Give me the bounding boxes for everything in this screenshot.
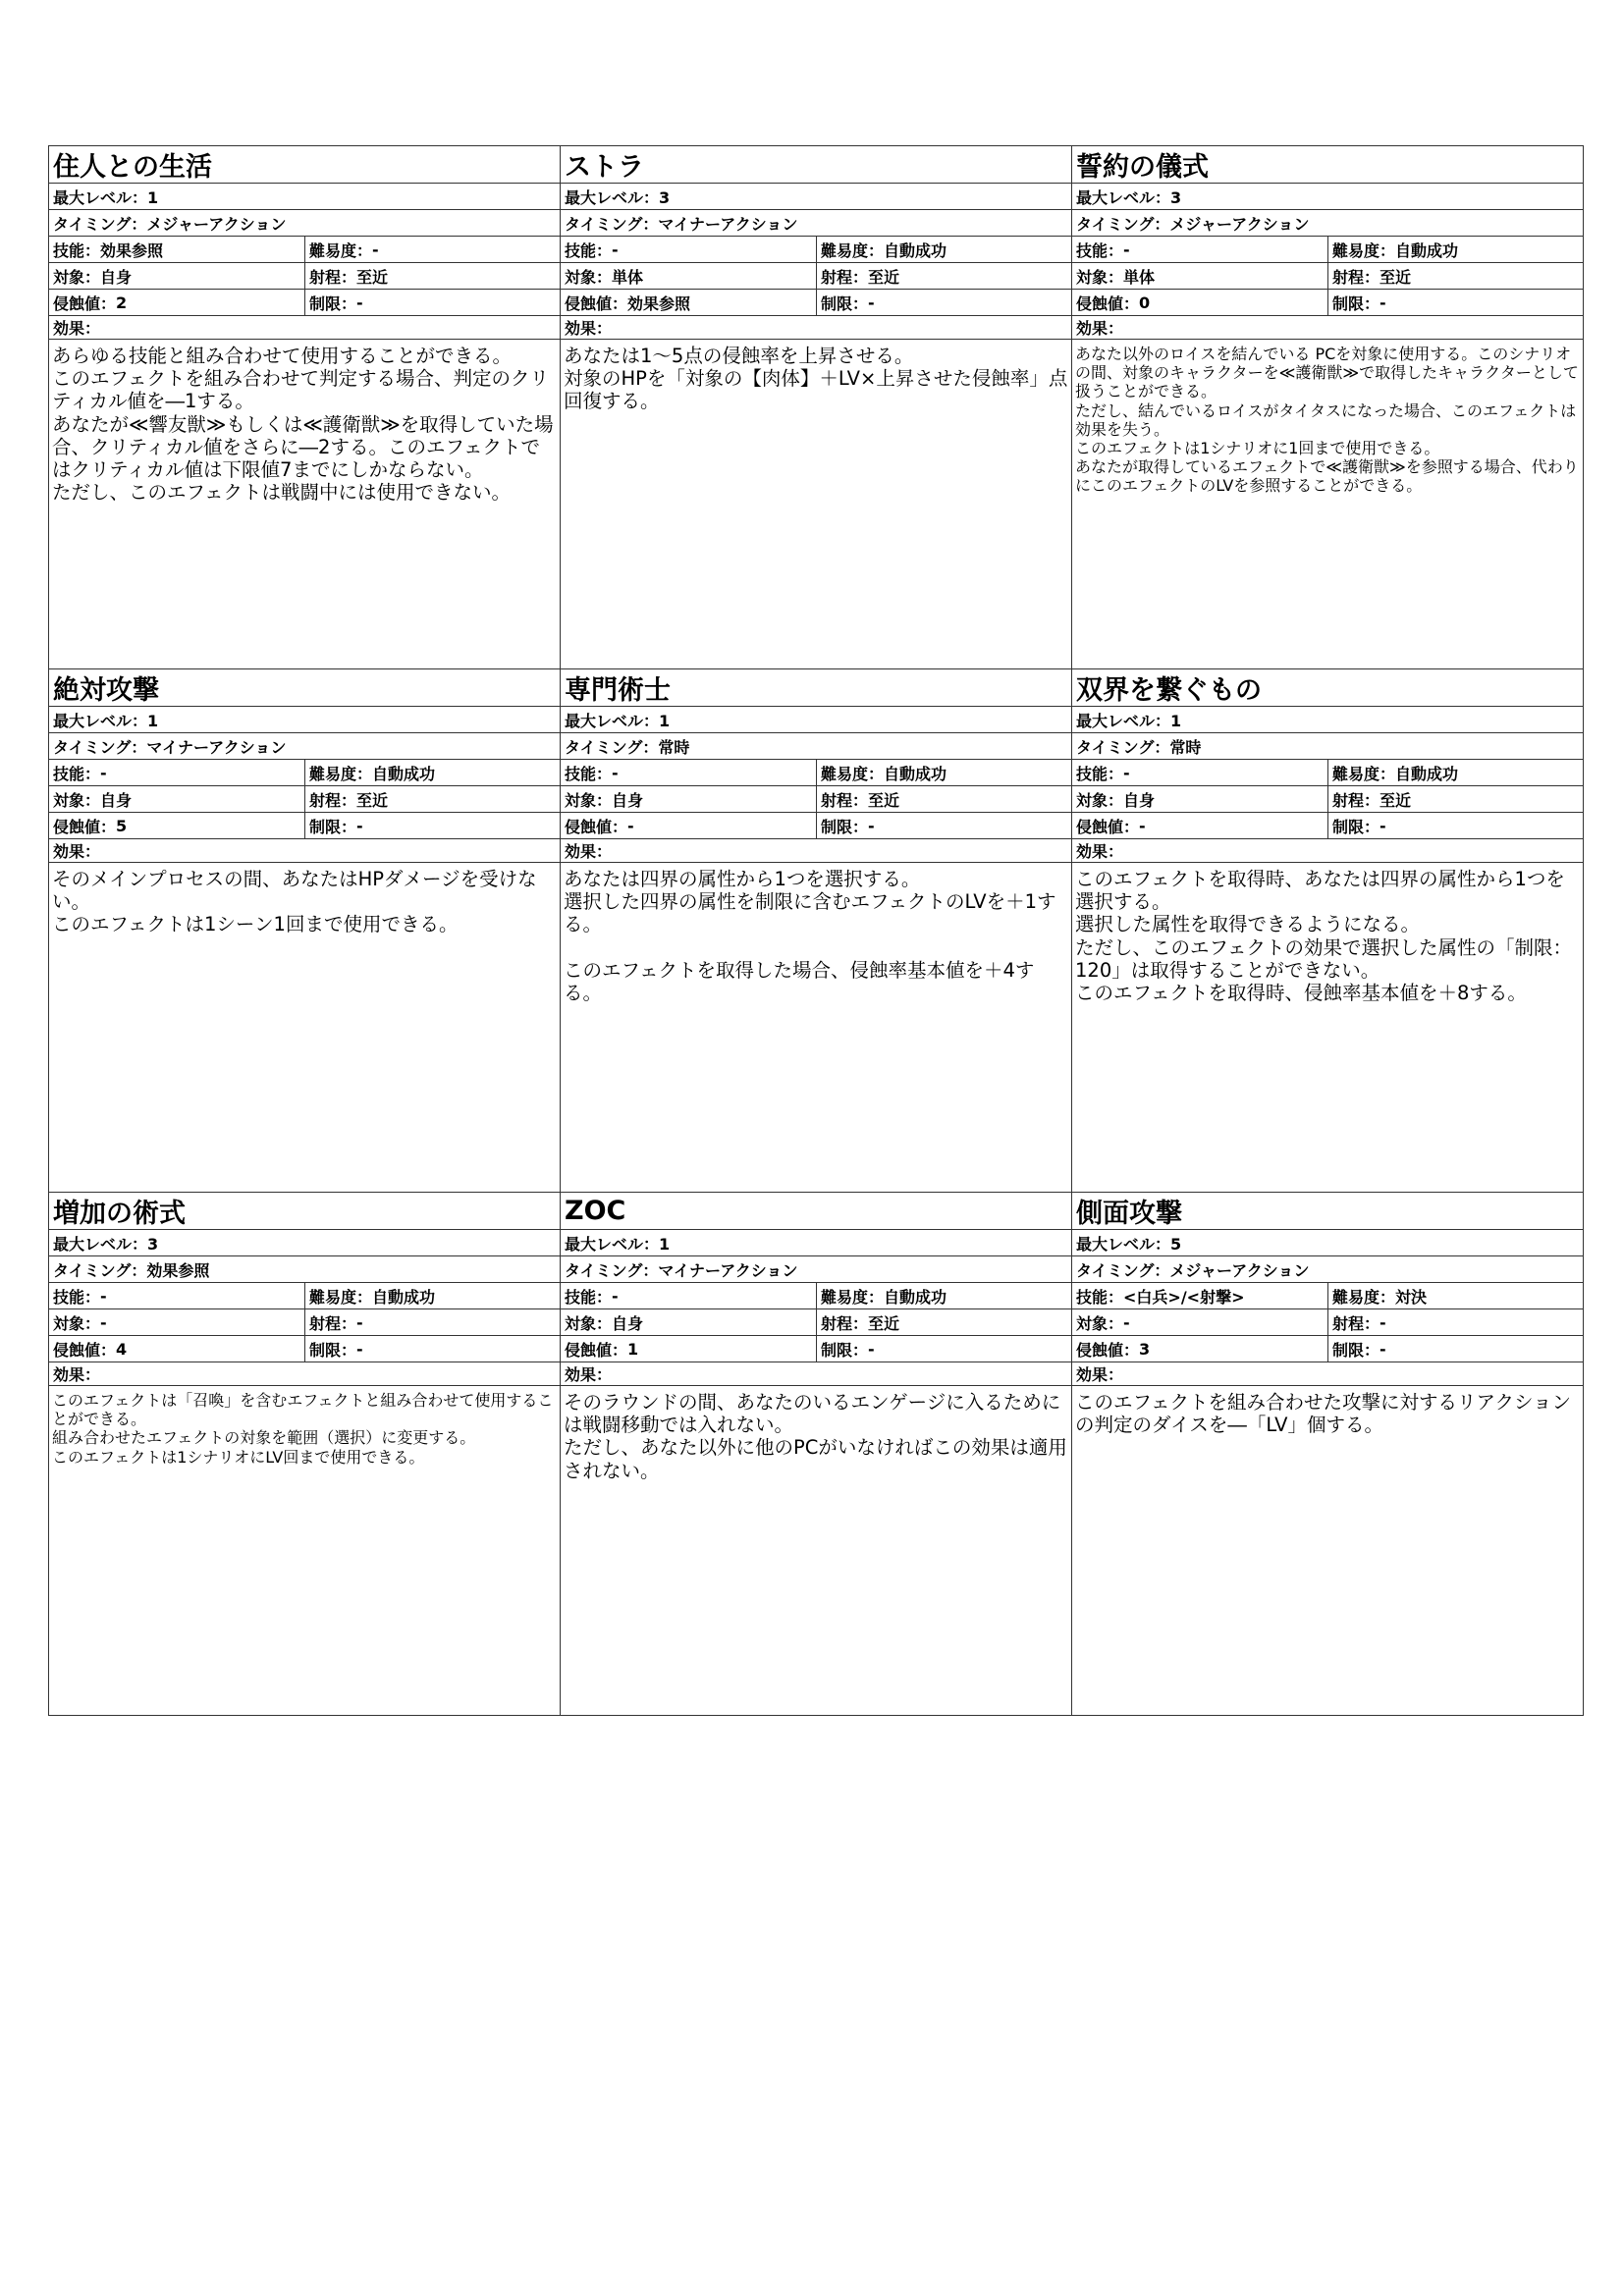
timing-value: 常時 <box>658 737 690 757</box>
effect-card <box>1072 669 1584 1193</box>
effect-header <box>561 839 1071 863</box>
timing-label: タイミング： <box>565 737 659 757</box>
effect-header <box>1072 839 1583 863</box>
effect-header <box>1072 316 1583 340</box>
target-label: 対象： <box>1076 790 1124 810</box>
erosion-limit-row <box>1072 813 1583 839</box>
max-level-value: 3 <box>659 187 671 207</box>
max-level-value: 3 <box>147 1234 159 1254</box>
target-range-row <box>49 786 560 813</box>
effect-name: 増加の術式 <box>53 1199 186 1229</box>
range-label: 射程： <box>309 790 357 810</box>
erosion-value: 3 <box>1139 1339 1151 1359</box>
timing-row <box>49 733 560 760</box>
max-level-value: 1 <box>659 711 671 730</box>
erosion-label: 侵蝕値： <box>565 817 628 836</box>
limit-label: 制限： <box>821 294 869 313</box>
effect-header <box>49 316 560 340</box>
card-title <box>49 1193 560 1230</box>
effect-card <box>561 146 1072 669</box>
erosion-value: 0 <box>1139 293 1151 312</box>
effect-label: 効果： <box>1076 842 1124 861</box>
difficulty-label: 難易度： <box>821 1287 885 1307</box>
skill-difficulty-row <box>49 1283 560 1309</box>
difficulty-label: 難易度： <box>1332 1287 1396 1307</box>
card-title <box>1072 1193 1583 1230</box>
effect-name: 専門術士 <box>565 675 671 706</box>
max-level-row <box>49 707 560 733</box>
range-value: 至近 <box>1380 790 1412 810</box>
max-level-value: 1 <box>1170 711 1182 730</box>
difficulty-label: 難易度： <box>821 240 885 260</box>
skill-label: 技能： <box>1076 1287 1124 1307</box>
difficulty-value: 自動成功 <box>884 1287 947 1307</box>
max-level-value: 5 <box>1170 1234 1182 1254</box>
range-label: 射程： <box>309 1313 357 1333</box>
timing-value: メジャーアクション <box>146 214 287 234</box>
skill-label: 技能： <box>53 764 101 783</box>
effect-name: 住人との生活 <box>53 152 212 183</box>
erosion-limit-row <box>1072 290 1583 316</box>
effect-text: このエフェクトを組み合わせた攻撃に対するリアクションの判定のダイスを―「LV」個する。 <box>1075 1391 1572 1437</box>
timing-label: タイミング： <box>53 1260 147 1280</box>
effect-name: 側面攻撃 <box>1076 1199 1182 1229</box>
difficulty-value: 対決 <box>1395 1287 1428 1307</box>
effect-card <box>561 1193 1072 1716</box>
skill-label: 技能： <box>53 240 101 260</box>
skill-value: - <box>1123 763 1130 782</box>
erosion-limit-row <box>49 813 560 839</box>
card-title <box>561 1193 1071 1230</box>
skill-label: 技能： <box>565 1287 613 1307</box>
limit-value: - <box>868 1339 875 1359</box>
effect-text: あらゆる技能と組み合わせて使用することができる。 このエフェクトを組み合わせて判定する場合、判定のクリティカル値を―1する。 あなたが≪響友獣≫もしくは≪護衛獣≫を取得していた場合、クリティカル値をさらに―2する。このエフェクトではクリティカル値は下限値7までにしかならない。 ただし、このエフェクトは戦闘中には使用できない。 <box>52 345 554 505</box>
timing-value: メジャーアクション <box>1169 1260 1310 1280</box>
effect-name: ストラ <box>565 152 644 183</box>
skill-difficulty-row <box>49 760 560 786</box>
max-level-label: 最大レベル： <box>565 711 660 730</box>
range-value: 至近 <box>1380 267 1412 287</box>
effect-label: 効果： <box>565 319 613 338</box>
range-value: 至近 <box>868 790 900 810</box>
max-level-label: 最大レベル： <box>53 711 148 730</box>
difficulty-value: 自動成功 <box>1395 764 1459 783</box>
target-value: 単体 <box>612 267 644 287</box>
limit-label: 制限： <box>821 1340 869 1360</box>
skill-label: 技能： <box>1076 240 1124 260</box>
card-title <box>49 669 560 707</box>
limit-value: - <box>868 293 875 312</box>
effect-header <box>561 316 1071 340</box>
effect-text: そのラウンドの間、あなたのいるエンゲージに入るためには戦闘移動では入れない。 ただし、あなた以外に他のPCがいなければこの効果は適用されない。 <box>564 1391 1067 1482</box>
difficulty-label: 難易度： <box>821 764 885 783</box>
effect-card <box>49 669 561 1193</box>
timing-label: タイミング： <box>1076 1260 1170 1280</box>
max-level-label: 最大レベル： <box>53 187 148 207</box>
target-value: 自身 <box>100 267 133 287</box>
card-title <box>561 669 1071 707</box>
target-label: 対象： <box>565 790 613 810</box>
max-level-row <box>49 184 560 210</box>
range-label: 射程： <box>1332 1313 1380 1333</box>
timing-row <box>561 210 1071 237</box>
erosion-label: 侵蝕値： <box>565 294 628 313</box>
difficulty-label: 難易度： <box>309 1287 373 1307</box>
skill-difficulty-row <box>49 237 560 263</box>
target-label: 対象： <box>53 790 101 810</box>
limit-value: - <box>356 816 363 835</box>
target-range-row <box>1072 786 1583 813</box>
erosion-label: 侵蝕値： <box>1076 294 1140 313</box>
effect-name: 絶対攻撃 <box>53 675 159 706</box>
erosion-value: 5 <box>116 816 128 835</box>
skill-label: 技能： <box>53 1287 101 1307</box>
target-range-row <box>561 786 1071 813</box>
effect-text: あなた以外のロイスを結んでいる PCを対象に使用する。このシナリオの間、対象のキャラクターを≪護衛獣≫で取得したキャラクターとして扱うことができる。 ただし、結んでいるロイスがタイタスになった場合、このエフェクトは効果を失う。 このエフェクトは1シナリオに1回まで使用できる。 あなたが取得しているエフェクトで≪護衛獣≫を参照する場合、代わりにこのエフェクトのLVを参照することができる。 <box>1075 345 1579 496</box>
limit-value: - <box>1380 816 1386 835</box>
effect-text: そのメインプロセスの間、あなたはHPダメージを受けない。 このエフェクトは1シーン1回まで使用できる。 <box>52 868 537 936</box>
effect-name: 誓約の儀式 <box>1076 152 1209 183</box>
skill-value: - <box>612 240 619 259</box>
erosion-value: 2 <box>116 293 128 312</box>
effect-name: 双界を繋ぐもの <box>1076 675 1262 706</box>
timing-value: マイナーアクション <box>658 1260 798 1280</box>
skill-label: 技能： <box>1076 764 1124 783</box>
target-range-row <box>1072 1309 1583 1336</box>
max-level-label: 最大レベル： <box>1076 711 1171 730</box>
erosion-limit-row <box>1072 1336 1583 1362</box>
effect-label: 効果： <box>53 842 101 861</box>
skill-difficulty-row <box>561 1283 1071 1309</box>
range-label: 射程： <box>1332 267 1380 287</box>
effect-card <box>1072 146 1584 669</box>
skill-value: - <box>1123 240 1130 259</box>
range-label: 射程： <box>821 790 869 810</box>
effect-text: このエフェクトは「召喚」を含むエフェクトと組み合わせて使用することができる。 組み合わせたエフェクトの対象を範囲（選択）に変更する。 このエフェクトは1シナリオにLV回まで使用できる。 <box>52 1391 554 1467</box>
limit-label: 制限： <box>1332 294 1380 313</box>
target-label: 対象： <box>1076 267 1124 287</box>
effect-text: このエフェクトを取得時、あなたは四界の属性から1つを選択する。 選択した属性を取得できるようになる。 ただし、このエフェクトの効果で選択した属性の「制限：120」は取得することができない。 このエフェクトを取得時、侵蝕率基本値を＋8する。 <box>1075 868 1573 1005</box>
erosion-label: 侵蝕値： <box>53 817 117 836</box>
limit-label: 制限： <box>309 1340 357 1360</box>
limit-label: 制限： <box>309 294 357 313</box>
max-level-label: 最大レベル： <box>1076 1234 1171 1254</box>
timing-row <box>561 1256 1071 1283</box>
target-label: 対象： <box>53 1313 101 1333</box>
max-level-row <box>1072 707 1583 733</box>
target-range-row <box>561 263 1071 290</box>
skill-difficulty-row <box>1072 1283 1583 1309</box>
target-value: 自身 <box>612 790 644 810</box>
erosion-value: - <box>627 816 634 835</box>
max-level-label: 最大レベル： <box>1076 187 1171 207</box>
effect-text: あなたは1～5点の侵蝕率を上昇させる。 対象のHPを「対象の【肉体】＋LV×上昇させた侵蝕率」点回復する。 <box>564 345 1068 413</box>
difficulty-label: 難易度： <box>1332 240 1396 260</box>
max-level-row <box>49 1230 560 1256</box>
effect-label: 効果： <box>53 1365 101 1384</box>
skill-difficulty-row <box>561 760 1071 786</box>
limit-value: - <box>868 816 875 835</box>
erosion-limit-row <box>49 290 560 316</box>
timing-label: タイミング： <box>1076 737 1170 757</box>
difficulty-value: 自動成功 <box>372 1287 436 1307</box>
effect-card <box>49 146 561 669</box>
timing-value: 常時 <box>1169 737 1202 757</box>
erosion-limit-row <box>561 1336 1071 1362</box>
skill-difficulty-row <box>561 237 1071 263</box>
timing-row <box>49 210 560 237</box>
range-value: 至近 <box>868 267 900 287</box>
timing-value: マイナーアクション <box>146 737 287 757</box>
limit-value: - <box>356 293 363 312</box>
max-level-value: 3 <box>1170 187 1182 207</box>
target-label: 対象： <box>565 267 613 287</box>
max-level-value: 1 <box>147 187 159 207</box>
erosion-label: 侵蝕値： <box>1076 817 1140 836</box>
difficulty-label: 難易度： <box>1332 764 1396 783</box>
erosion-value: - <box>1139 816 1146 835</box>
card-title <box>1072 669 1583 707</box>
target-value: 自身 <box>1123 790 1156 810</box>
effect-card <box>561 669 1072 1193</box>
timing-row <box>561 733 1071 760</box>
erosion-limit-row <box>561 813 1071 839</box>
max-level-label: 最大レベル： <box>565 187 660 207</box>
target-value: 単体 <box>1123 267 1156 287</box>
effect-card <box>1072 1193 1584 1716</box>
limit-label: 制限： <box>1332 1340 1380 1360</box>
target-value: - <box>100 1312 107 1332</box>
difficulty-value: - <box>372 240 379 259</box>
range-label: 射程： <box>821 1313 869 1333</box>
erosion-limit-row <box>561 290 1071 316</box>
skill-difficulty-row <box>1072 760 1583 786</box>
erosion-label: 侵蝕値： <box>1076 1340 1140 1360</box>
range-label: 射程： <box>309 267 357 287</box>
limit-label: 制限： <box>821 817 869 836</box>
difficulty-value: 自動成功 <box>884 240 947 260</box>
timing-value: メジャーアクション <box>1169 214 1310 234</box>
skill-value: <白兵>/<射撃> <box>1123 1287 1245 1307</box>
card-title <box>1072 146 1583 184</box>
limit-value: - <box>1380 1339 1386 1359</box>
max-level-label: 最大レベル： <box>53 1234 148 1254</box>
effect-label: 効果： <box>565 1365 613 1384</box>
difficulty-value: 自動成功 <box>372 764 436 783</box>
timing-row <box>1072 210 1583 237</box>
target-label: 対象： <box>53 267 101 287</box>
target-label: 対象： <box>565 1313 613 1333</box>
max-level-row <box>1072 184 1583 210</box>
limit-value: - <box>356 1339 363 1359</box>
range-value: 至近 <box>356 267 389 287</box>
erosion-label: 侵蝕値： <box>53 294 117 313</box>
range-label: 射程： <box>1332 790 1380 810</box>
timing-row <box>1072 733 1583 760</box>
difficulty-label: 難易度： <box>309 240 373 260</box>
target-range-row <box>561 1309 1071 1336</box>
range-value: 至近 <box>356 790 389 810</box>
target-label: 対象： <box>1076 1313 1124 1333</box>
erosion-value: 1 <box>627 1339 639 1359</box>
range-value: - <box>1380 1312 1386 1332</box>
timing-value: 効果参照 <box>146 1260 210 1280</box>
effect-text: あなたは四界の属性から1つを選択する。 選択した四界の属性を制限に含むエフェクトのLVを＋1する。 このエフェクトを取得した場合、侵蝕率基本値を＋4する。 <box>564 868 1056 1005</box>
timing-label: タイミング： <box>1076 214 1170 234</box>
erosion-value: 4 <box>116 1339 128 1359</box>
range-label: 射程： <box>821 267 869 287</box>
skill-label: 技能： <box>565 764 613 783</box>
effect-header <box>1072 1362 1583 1386</box>
erosion-label: 侵蝕値： <box>565 1340 628 1360</box>
max-level-row <box>1072 1230 1583 1256</box>
erosion-label: 侵蝕値： <box>53 1340 117 1360</box>
max-level-label: 最大レベル： <box>565 1234 660 1254</box>
target-range-row <box>1072 263 1583 290</box>
target-range-row <box>49 1309 560 1336</box>
effect-header <box>49 839 560 863</box>
timing-label: タイミング： <box>565 1260 659 1280</box>
skill-value: - <box>612 763 619 782</box>
erosion-limit-row <box>49 1336 560 1362</box>
limit-value: - <box>1380 293 1386 312</box>
skill-difficulty-row <box>1072 237 1583 263</box>
max-level-row <box>561 707 1071 733</box>
range-value: - <box>356 1312 363 1332</box>
skill-value: - <box>100 1286 107 1306</box>
effect-header <box>49 1362 560 1386</box>
target-value: - <box>1123 1312 1130 1332</box>
effect-label: 効果： <box>53 319 101 338</box>
skill-label: 技能： <box>565 240 613 260</box>
timing-label: タイミング： <box>53 214 147 234</box>
effect-label: 効果： <box>1076 1365 1124 1384</box>
target-value: 自身 <box>612 1313 644 1333</box>
difficulty-value: 自動成功 <box>884 764 947 783</box>
effect-label: 効果： <box>565 842 613 861</box>
max-level-value: 1 <box>147 711 159 730</box>
limit-label: 制限： <box>309 817 357 836</box>
erosion-value: 効果参照 <box>627 294 691 313</box>
effect-header <box>561 1362 1071 1386</box>
effect-card-sheet <box>48 145 1584 1716</box>
range-value: 至近 <box>868 1313 900 1333</box>
max-level-row <box>561 184 1071 210</box>
timing-row <box>49 1256 560 1283</box>
skill-value: 効果参照 <box>100 240 164 260</box>
skill-value: - <box>100 763 107 782</box>
effect-card <box>49 1193 561 1716</box>
target-range-row <box>49 263 560 290</box>
timing-value: マイナーアクション <box>658 214 798 234</box>
timing-label: タイミング： <box>565 214 659 234</box>
max-level-row <box>561 1230 1071 1256</box>
timing-row <box>1072 1256 1583 1283</box>
card-title <box>49 146 560 184</box>
target-value: 自身 <box>100 790 133 810</box>
difficulty-label: 難易度： <box>309 764 373 783</box>
limit-label: 制限： <box>1332 817 1380 836</box>
timing-label: タイミング： <box>53 737 147 757</box>
effect-label: 効果： <box>1076 319 1124 338</box>
difficulty-value: 自動成功 <box>1395 240 1459 260</box>
skill-value: - <box>612 1286 619 1306</box>
card-title <box>561 146 1071 184</box>
max-level-value: 1 <box>659 1234 671 1254</box>
effect-name: ZOC <box>565 1196 626 1226</box>
